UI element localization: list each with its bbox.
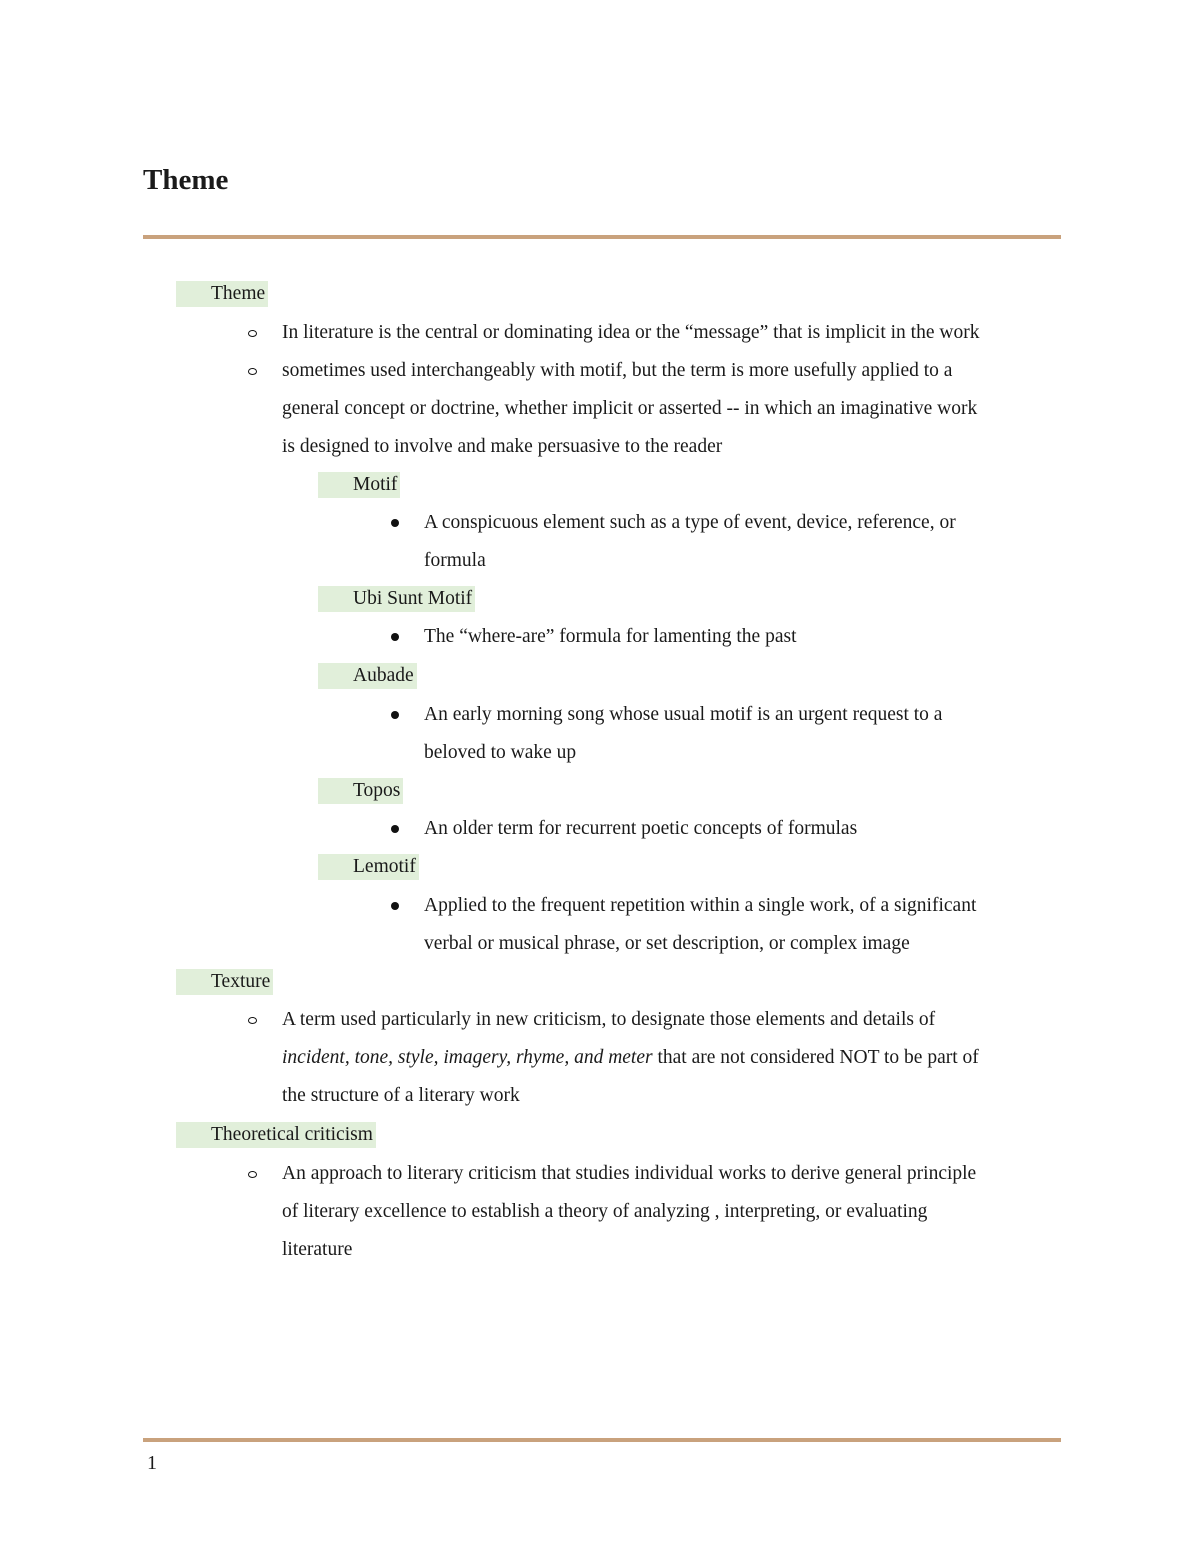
- definition-line: Applied to the frequent repetition within a single work, of a significant: [424, 895, 977, 916]
- bullet-dot-icon: [391, 618, 399, 656]
- term-label: Aubade: [318, 663, 417, 689]
- definition-line: The “where-are” formula for lamenting the past: [424, 626, 797, 647]
- bullet-dot-icon: [391, 696, 399, 734]
- header-rule: [143, 235, 1061, 239]
- bullet-dot-icon: [391, 504, 399, 542]
- definition-line: formula: [424, 550, 486, 571]
- definition-line: of literary excellence to establish a theory of analyzing , interpreting, or evaluating: [282, 1201, 928, 1222]
- term-label: Texture: [176, 969, 273, 995]
- definition-line: A conspicuous element such as a type of event, device, reference, or: [424, 512, 956, 533]
- term-label: Ubi Sunt Motif: [318, 586, 475, 612]
- list-item-theoretical-criticism: [211, 1116, 376, 1154]
- bullet-circle-icon: [248, 1001, 257, 1039]
- bullet-dot-icon: [391, 810, 399, 848]
- bullet-circle-icon: [248, 352, 257, 390]
- italic-terms: incident, tone, style, imagery, rhyme, and meter: [282, 1047, 653, 1068]
- definition-line: the structure of a literary work: [282, 1085, 520, 1106]
- bullet-dot-icon: [391, 887, 399, 925]
- definition-line: beloved to wake up: [424, 742, 577, 763]
- list-item-ubi-sunt: [353, 580, 475, 618]
- definition-text: that are not considered NOT to be part of: [652, 1047, 979, 1068]
- list-item-aubade: [353, 657, 417, 695]
- definition-line: A term used particularly in new criticism, to designate those elements and details of: [282, 1009, 936, 1030]
- term-label: Theme: [176, 281, 268, 307]
- definition-line: An older term for recurrent poetic concepts of formulas: [424, 818, 858, 839]
- term-label: Motif: [318, 472, 400, 498]
- term-label: Topos: [318, 778, 403, 804]
- definition-line: In literature is the central or dominating idea or the “message” that is implicit in the work: [282, 322, 980, 343]
- definition-line: verbal or musical phrase, or set description, or complex image: [424, 933, 910, 954]
- definition-line: [282, 1039, 979, 1077]
- list-item-texture: [211, 963, 273, 1001]
- page-number: 1: [147, 1452, 157, 1474]
- definition-line: An approach to literary criticism that studies individual works to derive general principle: [282, 1163, 977, 1184]
- list-item-theme: [211, 275, 268, 313]
- list-item-lemotif: [353, 848, 419, 886]
- definition-line: An early morning song whose usual motif is an urgent request to a: [424, 704, 943, 725]
- footer-rule: [143, 1438, 1061, 1442]
- definition-line: is designed to involve and make persuasive to the reader: [282, 436, 723, 457]
- list-item-topos: [353, 772, 403, 810]
- page-title: Theme: [143, 164, 229, 196]
- list-item-motif: [353, 466, 400, 504]
- definition-line: literature: [282, 1239, 353, 1260]
- bullet-circle-icon: [248, 1155, 257, 1193]
- definition-line: general concept or doctrine, whether implicit or asserted -- in which an imaginative work: [282, 398, 978, 419]
- bullet-circle-icon: [248, 314, 257, 352]
- term-label: Theoretical criticism: [176, 1122, 376, 1148]
- definition-line: sometimes used interchangeably with motif, but the term is more usefully applied to a: [282, 360, 953, 381]
- term-label: Lemotif: [318, 854, 419, 880]
